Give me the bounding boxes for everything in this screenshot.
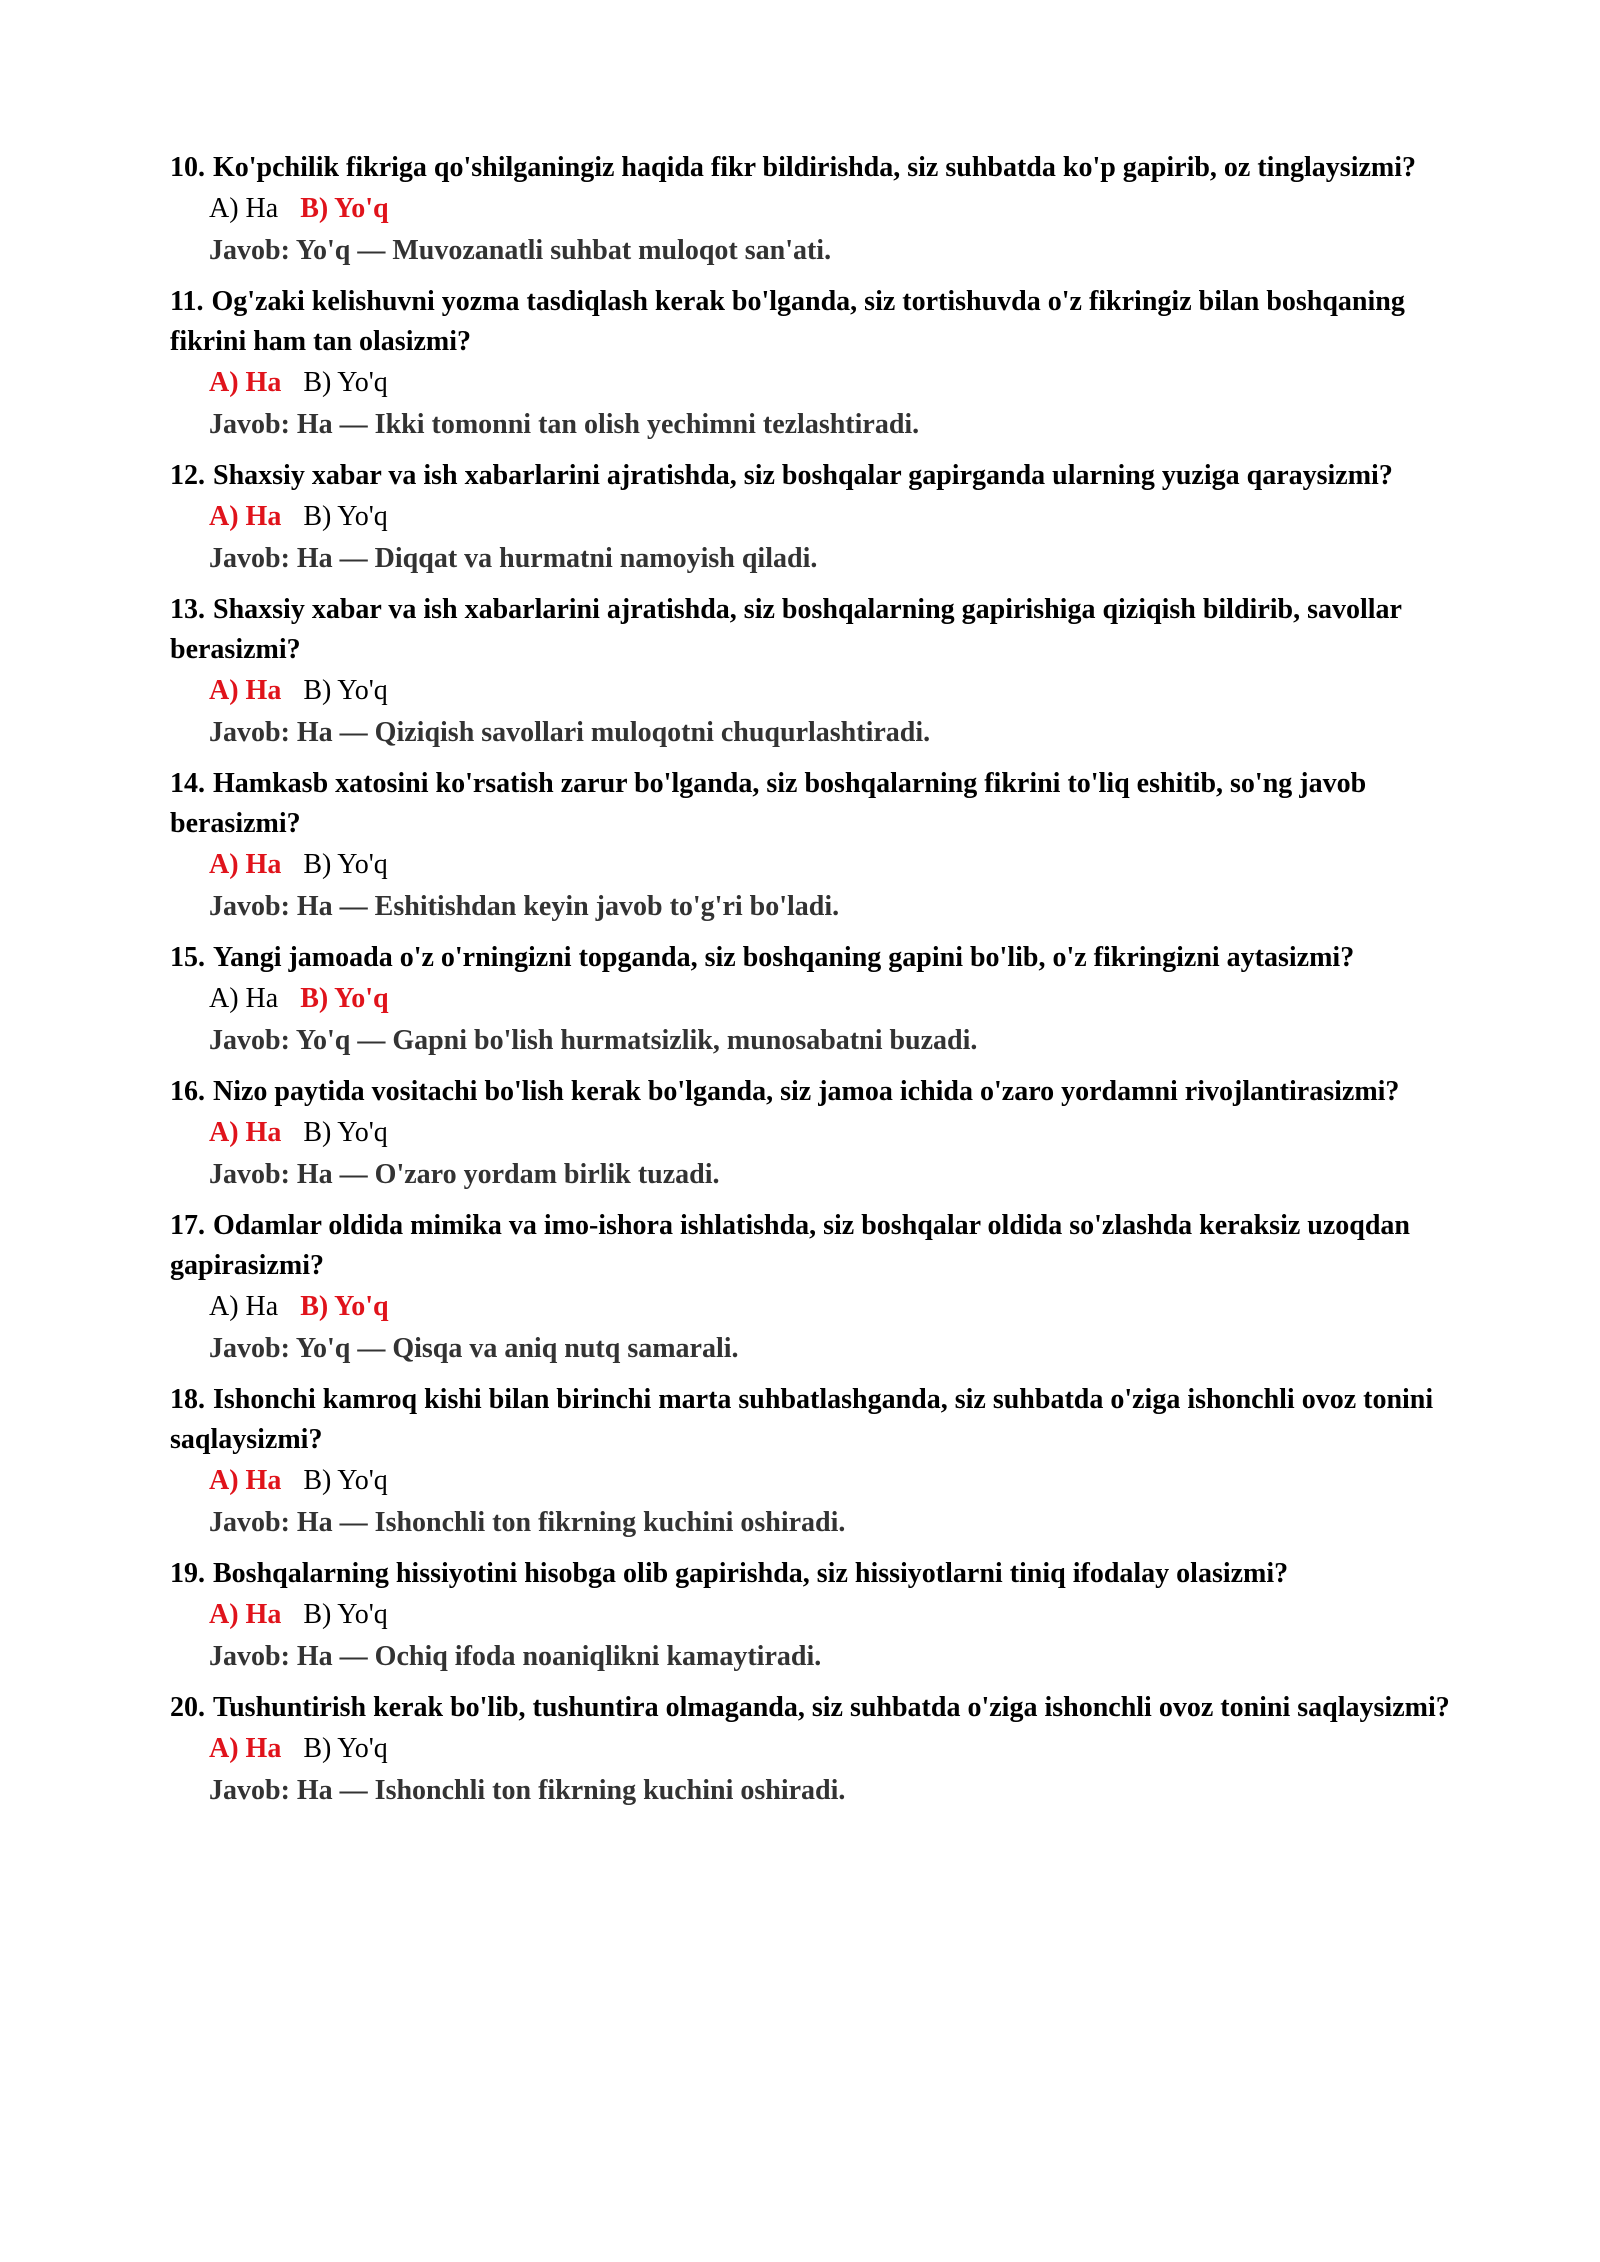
question-text bbox=[170, 938, 1460, 978]
options-row bbox=[209, 188, 1460, 230]
question-number: 14. bbox=[170, 768, 205, 799]
question-number: 12. bbox=[170, 460, 205, 491]
question-block bbox=[170, 590, 1460, 754]
question-block bbox=[170, 764, 1460, 928]
answer-explanation: Javob: Ha — Ishonchli ton fikrning kuchini oshiradi. bbox=[209, 1775, 846, 1806]
question-body: Yangi jamoada o'z o'rningizni topganda, siz boshqaning gapini bo'lib, o'z fikringizni aytasizmi? bbox=[213, 942, 1355, 973]
question-number: 19. bbox=[170, 1558, 205, 1589]
options-row bbox=[209, 670, 1460, 712]
option-a: A) Ha bbox=[209, 1733, 282, 1764]
question-text bbox=[170, 1072, 1460, 1112]
question-body: Ko'pchilik fikriga qo'shilganingiz haqida fikr bildirishda, siz suhbatda ko'p gapirib, oz tinglaysizmi? bbox=[213, 152, 1417, 183]
option-a: A) Ha bbox=[209, 1599, 282, 1630]
options-row bbox=[209, 1112, 1460, 1154]
question-number: 16. bbox=[170, 1076, 205, 1107]
options-row bbox=[209, 1460, 1460, 1502]
option-a: A) Ha bbox=[209, 1291, 279, 1322]
option-b: B) Yo'q bbox=[303, 367, 388, 398]
option-b: B) Yo'q bbox=[303, 501, 388, 532]
question-body: Nizo paytida vositachi bo'lish kerak bo'lganda, siz jamoa ichida o'zaro yordamni rivojlantirasizmi? bbox=[213, 1076, 1400, 1107]
question-block bbox=[170, 456, 1460, 580]
question-block bbox=[170, 1554, 1460, 1678]
question-body: Og'zaki kelishuvni yozma tasdiqlash kerak bo'lganda, siz tortishuvda o'z fikringiz bilan boshqaning fikrini ham tan olasizmi? bbox=[170, 286, 1405, 357]
option-a: A) Ha bbox=[209, 193, 279, 224]
question-number: 17. bbox=[170, 1210, 205, 1241]
answer-explanation: Javob: Ha — Qiziqish savollari muloqotni chuqurlashtiradi. bbox=[209, 717, 931, 748]
option-a: A) Ha bbox=[209, 1117, 282, 1148]
question-block bbox=[170, 148, 1460, 272]
question-body: Tushuntirish kerak bo'lib, tushuntira olmaganda, siz suhbatda o'ziga ishonchli ovoz tonini saqlaysizmi? bbox=[213, 1692, 1450, 1723]
option-b: B) Yo'q bbox=[300, 193, 389, 224]
option-b: B) Yo'q bbox=[303, 1465, 388, 1496]
question-list bbox=[170, 148, 1460, 1822]
option-b: B) Yo'q bbox=[303, 849, 388, 880]
question-body: Hamkasb xatosini ko'rsatish zarur bo'lganda, siz boshqalarning fikrini to'liq eshitib, so'ng javob berasizmi? bbox=[170, 768, 1367, 839]
question-body: Shaxsiy xabar va ish xabarlarini ajratishda, siz boshqalarning gapirishiga qiziqish bildirib, savollar berasizmi? bbox=[170, 594, 1402, 665]
options-row bbox=[209, 1286, 1460, 1328]
options-row bbox=[209, 844, 1460, 886]
question-block bbox=[170, 1072, 1460, 1196]
options-row bbox=[209, 496, 1460, 538]
question-number: 10. bbox=[170, 152, 205, 183]
option-a: A) Ha bbox=[209, 501, 282, 532]
question-text bbox=[170, 1380, 1460, 1460]
question-body: Odamlar oldida mimika va imo-ishora ishlatishda, siz boshqalar oldida so'zlashda keraksiz uzoqdan gapirasizmi? bbox=[170, 1210, 1410, 1281]
option-a: A) Ha bbox=[209, 983, 279, 1014]
options-row bbox=[209, 1594, 1460, 1636]
question-text bbox=[170, 1206, 1460, 1286]
answer-explanation: Javob: Ha — Ishonchli ton fikrning kuchini oshiradi. bbox=[209, 1507, 846, 1538]
option-b: B) Yo'q bbox=[303, 1599, 388, 1630]
question-body: Ishonchi kamroq kishi bilan birinchi marta suhbatlashganda, siz suhbatda o'ziga ishonchli ovoz tonini saqlaysizmi? bbox=[170, 1384, 1434, 1455]
options-row bbox=[209, 978, 1460, 1020]
question-number: 13. bbox=[170, 594, 205, 625]
option-a: A) Ha bbox=[209, 849, 282, 880]
options-row bbox=[209, 362, 1460, 404]
question-text bbox=[170, 282, 1460, 362]
option-a: A) Ha bbox=[209, 1465, 282, 1496]
answer-explanation: Javob: Ha — Ochiq ifoda noaniqlikni kamaytiradi. bbox=[209, 1641, 822, 1672]
answer-explanation: Javob: Yo'q — Qisqa va aniq nutq samarali. bbox=[209, 1333, 739, 1364]
answer-explanation: Javob: Yo'q — Muvozanatli suhbat muloqot san'ati. bbox=[209, 235, 832, 266]
answer-explanation: Javob: Yo'q — Gapni bo'lish hurmatsizlik, munosabatni buzadi. bbox=[209, 1025, 978, 1056]
question-number: 11. bbox=[170, 286, 204, 317]
question-block bbox=[170, 1688, 1460, 1812]
question-block bbox=[170, 1380, 1460, 1544]
question-body: Shaxsiy xabar va ish xabarlarini ajratishda, siz boshqalar gapirganda ularning yuziga qaraysizmi? bbox=[213, 460, 1393, 491]
question-text bbox=[170, 1554, 1460, 1594]
question-number: 15. bbox=[170, 942, 205, 973]
answer-explanation: Javob: Ha — Ikki tomonni tan olish yechimni tezlashtiradi. bbox=[209, 409, 920, 440]
question-text bbox=[170, 456, 1460, 496]
question-text bbox=[170, 1688, 1460, 1728]
option-b: B) Yo'q bbox=[303, 1117, 388, 1148]
options-row bbox=[209, 1728, 1460, 1770]
option-b: B) Yo'q bbox=[303, 675, 388, 706]
question-block bbox=[170, 282, 1460, 446]
answer-explanation: Javob: Ha — O'zaro yordam birlik tuzadi. bbox=[209, 1159, 720, 1190]
option-b: B) Yo'q bbox=[300, 983, 389, 1014]
option-b: B) Yo'q bbox=[303, 1733, 388, 1764]
answer-explanation: Javob: Ha — Diqqat va hurmatni namoyish qiladi. bbox=[209, 543, 818, 574]
question-text bbox=[170, 590, 1460, 670]
question-block bbox=[170, 938, 1460, 1062]
question-number: 20. bbox=[170, 1692, 205, 1723]
answer-explanation: Javob: Ha — Eshitishdan keyin javob to'g'ri bo'ladi. bbox=[209, 891, 840, 922]
question-number: 18. bbox=[170, 1384, 205, 1415]
question-block bbox=[170, 1206, 1460, 1370]
option-a: A) Ha bbox=[209, 367, 282, 398]
option-b: B) Yo'q bbox=[300, 1291, 389, 1322]
option-a: A) Ha bbox=[209, 675, 282, 706]
question-text bbox=[170, 764, 1460, 844]
question-text bbox=[170, 148, 1460, 188]
question-body: Boshqalarning hissiyotini hisobga olib gapirishda, siz hissiyotlarni tiniq ifodalay olasizmi? bbox=[213, 1558, 1289, 1589]
